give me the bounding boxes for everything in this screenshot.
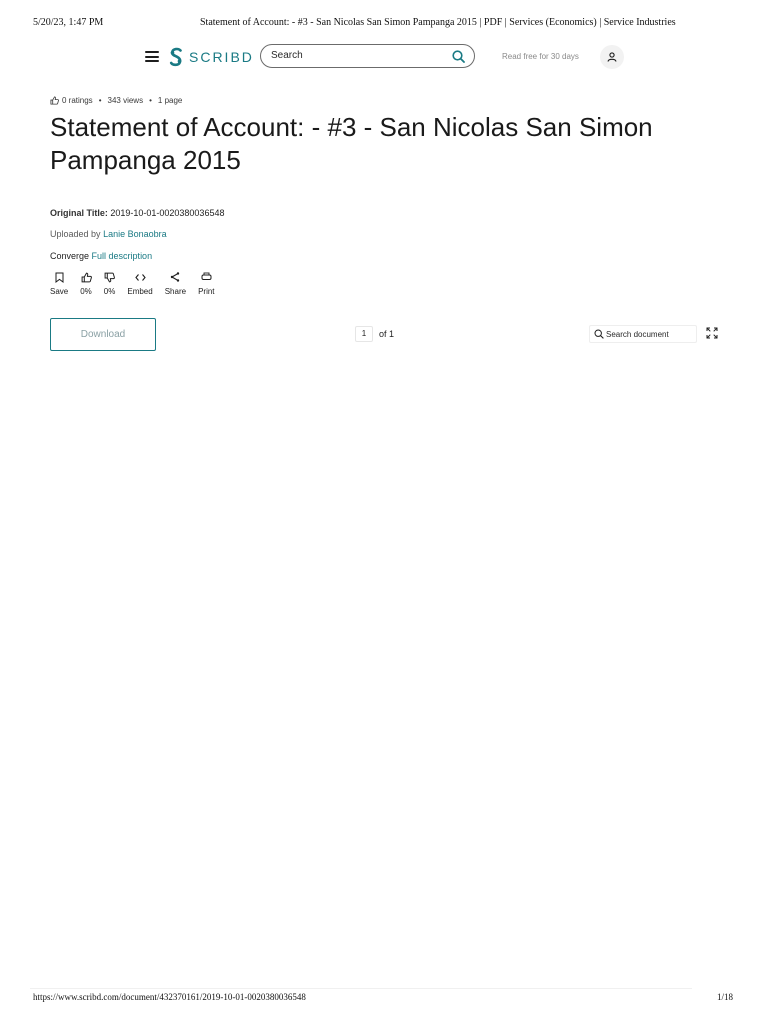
dislike-button[interactable] (104, 270, 116, 296)
document-search-input[interactable] (589, 325, 697, 343)
print-icon (201, 272, 212, 282)
footer-divider (30, 988, 692, 989)
uploaded-by-row (50, 229, 167, 239)
thumbs-down-icon (104, 272, 115, 283)
thumbs-up-icon (50, 96, 59, 105)
original-title-label: Original Title: (50, 208, 108, 218)
original-title-value: 2019-10-01-0020380036548 (110, 208, 225, 218)
separator-dot: • (98, 96, 102, 105)
user-icon (607, 52, 617, 62)
top-navigation-bar (0, 43, 768, 71)
search-placeholder: Search (271, 50, 303, 61)
full-description-link[interactable]: Full description (91, 251, 153, 261)
print-header (0, 17, 768, 33)
scribd-logo[interactable] (168, 45, 254, 69)
scribd-logo-icon (168, 47, 184, 67)
views-count: 343 views (107, 96, 144, 105)
separator-dot: • (149, 96, 152, 105)
dislike-percent: 0% (103, 287, 116, 296)
print-url: https://www.scribd.com/document/432370161/2019-10-01-0020380036548 (33, 992, 306, 1002)
thumbs-up-icon (81, 272, 92, 283)
page-number-input[interactable]: 1 (355, 326, 373, 342)
document-meta (50, 96, 182, 105)
bookmark-icon (55, 272, 64, 283)
embed-label: Embed (127, 287, 153, 296)
save-button[interactable] (50, 270, 68, 296)
user-account-button[interactable] (600, 45, 624, 69)
share-label: Share (164, 287, 187, 296)
search-icon (594, 329, 604, 339)
embed-code-icon (135, 273, 146, 282)
search-input[interactable] (260, 44, 475, 68)
embed-button[interactable] (127, 270, 152, 296)
like-button[interactable] (80, 270, 92, 296)
fullscreen-icon[interactable] (706, 327, 718, 339)
document-search-placeholder: Search document (606, 329, 669, 339)
hamburger-menu-icon[interactable] (145, 51, 159, 62)
save-label: Save (50, 287, 69, 296)
ratings-count: 0 ratings (62, 96, 93, 105)
original-title-row (50, 208, 224, 218)
share-button[interactable] (165, 270, 186, 296)
search-icon[interactable] (452, 50, 465, 63)
page-count: 1 page (157, 96, 183, 105)
document-title: Statement of Account: - #3 - San Nicolas San Simon Pampanga 2015 (50, 112, 653, 175)
document-actions (50, 270, 227, 296)
print-page-number: 1/18 (717, 992, 734, 1002)
uploaded-by-label: Uploaded by (50, 229, 101, 239)
print-label: Print (198, 287, 215, 296)
logo-text: SCRIBD (189, 49, 254, 65)
print-datetime: 5/20/23, 1:47 PM (33, 17, 104, 28)
share-icon (170, 272, 180, 282)
description-row (50, 251, 152, 261)
download-button[interactable]: Download (50, 318, 156, 351)
like-percent: 0% (80, 287, 92, 296)
uploader-link[interactable]: Lanie Bonaobra (103, 229, 167, 239)
print-page-title: Statement of Account: - #3 - San Nicolas San Simon Pampanga 2015 | PDF | Services (Economics) | Service Industries (200, 17, 676, 28)
description-text: Converge (50, 251, 90, 261)
read-free-link[interactable]: Read free for 30 days (502, 52, 579, 61)
print-button[interactable] (198, 270, 214, 296)
page-total: of 1 (379, 329, 395, 339)
page-navigator (355, 326, 394, 342)
